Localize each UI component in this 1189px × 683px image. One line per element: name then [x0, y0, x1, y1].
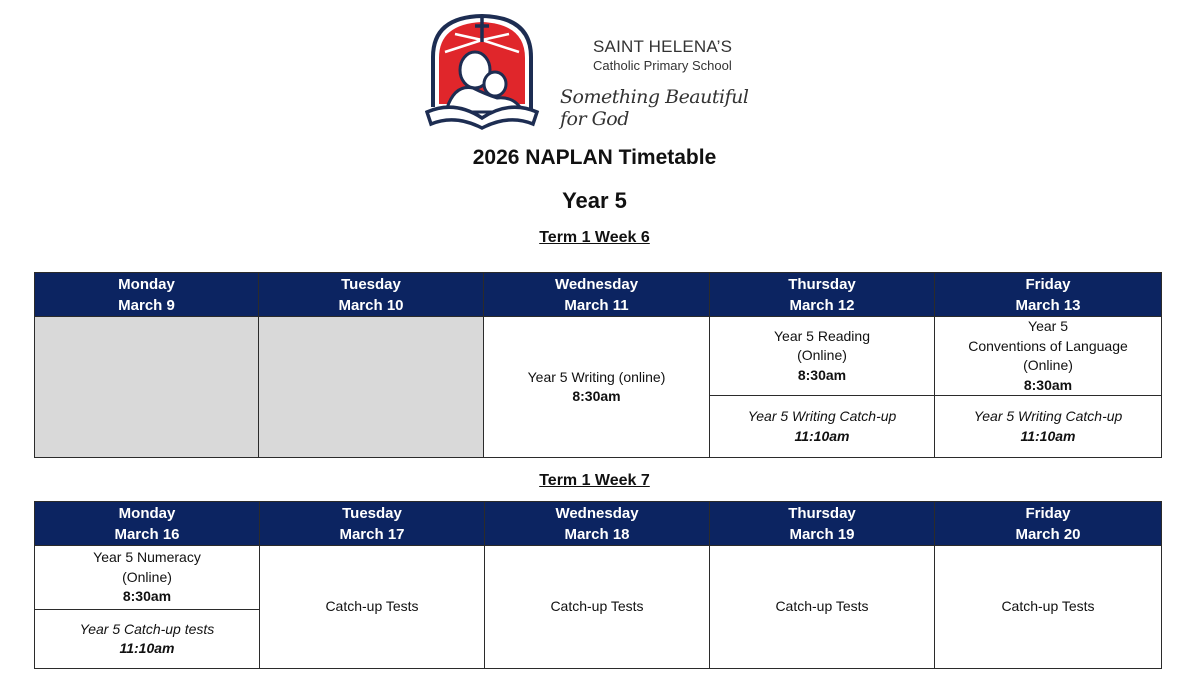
test-mode: (Online) — [1023, 357, 1073, 373]
week6-friday-test-cell — [935, 317, 1162, 396]
test-name: Year 5 — [1028, 318, 1068, 334]
day-name: Wednesday — [555, 504, 639, 522]
week7-tuesday-cell: Catch-up Tests — [260, 546, 485, 669]
day-name: Thursday — [788, 504, 856, 522]
week6-header-tuesday — [259, 273, 484, 317]
test-time: 8:30am — [1023, 376, 1073, 393]
week7-timetable — [34, 501, 1162, 669]
test-name-cont: Conventions of Language — [968, 337, 1128, 354]
test-time: 8:30am — [797, 366, 847, 383]
school-motto: Something Beautiful for God — [560, 86, 749, 130]
week6-header-thursday — [710, 273, 935, 317]
day-date: March 12 — [789, 296, 855, 314]
day-date: March 9 — [118, 296, 175, 314]
catchup-name: Year 5 Writing Catch-up — [973, 408, 1123, 424]
day-date: March 20 — [1015, 525, 1081, 543]
test-mode: (Online) — [122, 568, 172, 585]
school-crest-icon — [425, 12, 545, 130]
catchup-name: Year 5 Writing Catch-up — [747, 408, 897, 424]
test-time: 8:30am — [122, 588, 172, 605]
week6-timetable — [34, 272, 1162, 458]
week6-wednesday-cell — [484, 317, 710, 458]
day-name: Wednesday — [554, 275, 639, 293]
week7-monday-catchup-cell — [35, 610, 260, 669]
day-name: Friday — [1025, 504, 1071, 522]
test-name: Year 5 Writing (online) — [527, 368, 666, 385]
week6-monday-cell — [35, 317, 259, 458]
week7-friday-cell: Catch-up Tests — [935, 546, 1162, 669]
week7-header-thursday — [710, 502, 935, 546]
day-date: March 16 — [114, 525, 180, 543]
week7-header-wednesday — [485, 502, 710, 546]
week6-header-wednesday — [484, 273, 710, 317]
test-mode: (Online) — [797, 347, 847, 364]
catchup-time: 11:10am — [794, 427, 850, 444]
week7-header-tuesday — [260, 502, 485, 546]
day-name: Thursday — [788, 275, 856, 293]
week6-tuesday-cell — [259, 317, 484, 458]
week6-thursday-test-cell — [710, 317, 935, 396]
week7-header-friday — [935, 502, 1162, 546]
test-name: Year 5 Reading — [773, 327, 870, 344]
catchup-time: 11:10am — [119, 640, 175, 656]
day-name: Monday — [118, 275, 175, 293]
week7-header-row — [35, 502, 1162, 546]
school-logo — [425, 12, 770, 132]
day-date: March 18 — [564, 525, 630, 543]
day-date: March 17 — [339, 525, 405, 543]
week7-thursday-cell: Catch-up Tests — [710, 546, 935, 669]
day-date: March 11 — [564, 296, 629, 314]
week6-test-row — [35, 317, 1162, 396]
week6-friday-catchup-cell — [935, 396, 1162, 458]
test-time: 8:30am — [572, 388, 621, 404]
week7-wednesday-cell: Catch-up Tests — [485, 546, 710, 669]
week7-heading: Term 1 Week 7 — [539, 472, 650, 489]
day-name: Tuesday — [342, 504, 402, 522]
catchup-name: Year 5 Catch-up tests — [79, 620, 215, 637]
day-name: Tuesday — [341, 275, 401, 293]
school-subtitle: Catholic Primary School — [593, 58, 732, 73]
day-date: March 19 — [789, 525, 855, 543]
day-name: Friday — [1025, 275, 1071, 293]
day-date: March 10 — [338, 296, 404, 314]
week7-header-monday — [35, 502, 260, 546]
catchup-time: 11:10am — [1020, 427, 1076, 444]
week6-header-friday — [935, 273, 1162, 317]
week6-header-row — [35, 273, 1162, 317]
week7-monday-test-cell — [35, 546, 260, 610]
day-name: Monday — [118, 504, 176, 522]
week7-test-row — [35, 546, 1162, 610]
year-heading: Year 5 — [562, 188, 627, 213]
week6-thursday-catchup-cell — [710, 396, 935, 458]
week6-heading: Term 1 Week 6 — [539, 229, 650, 246]
day-date: March 13 — [1015, 296, 1081, 314]
week6-header-monday — [35, 273, 259, 317]
page-title: 2026 NAPLAN Timetable — [472, 146, 717, 169]
school-name: SAINT HELENA’S — [593, 37, 733, 56]
test-name: Year 5 Numeracy — [93, 549, 201, 566]
